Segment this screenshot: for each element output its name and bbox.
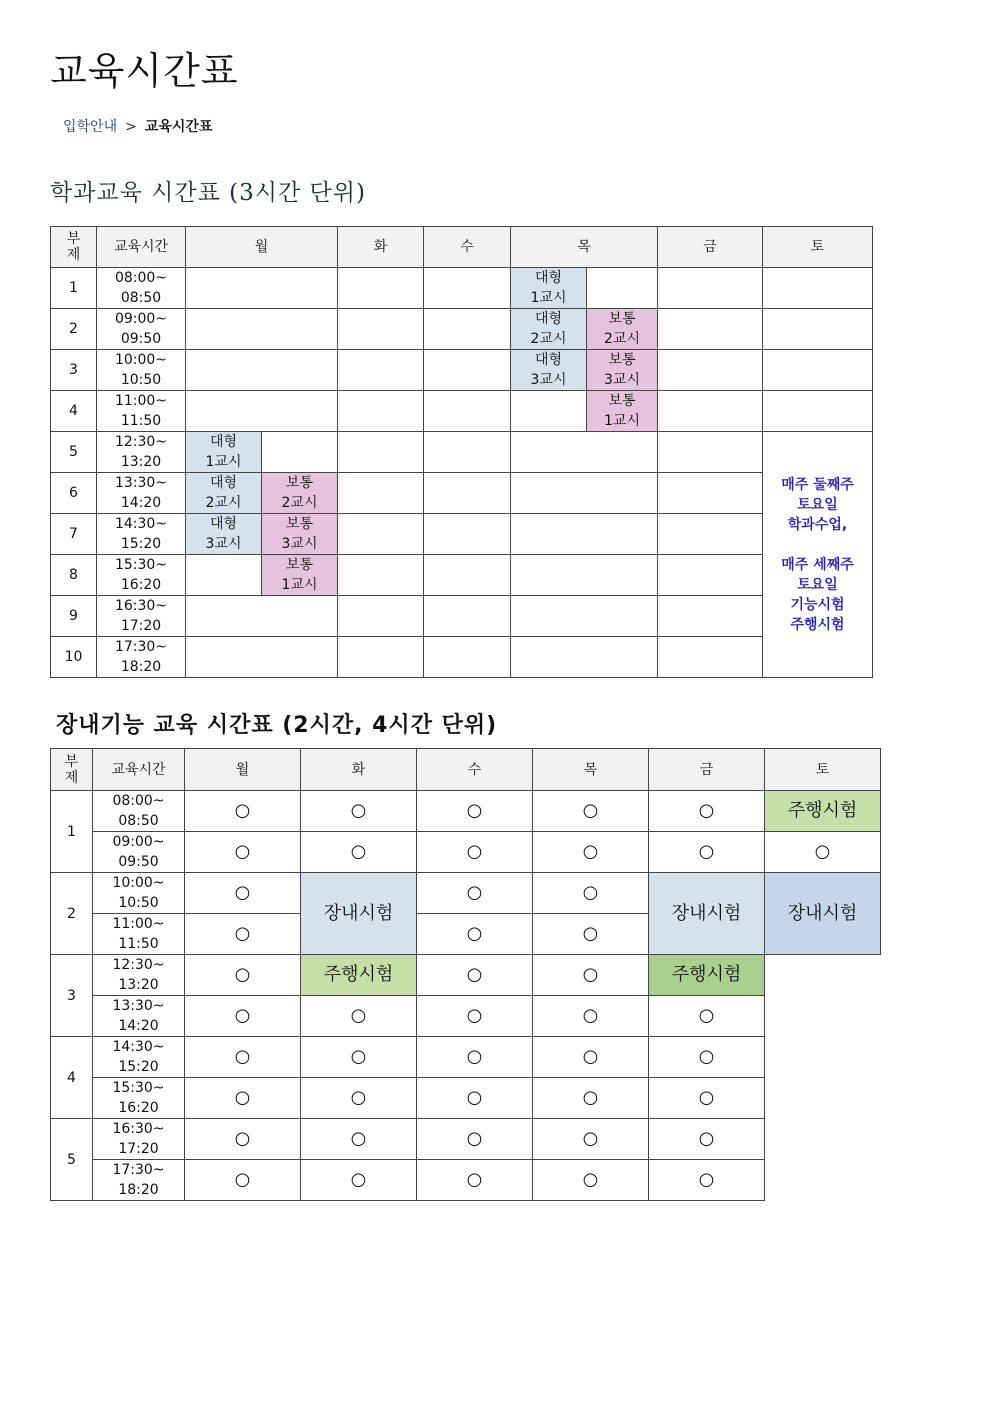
period-number: 2 bbox=[51, 309, 97, 350]
empty-cell bbox=[186, 391, 338, 432]
saturday-note: 매주 둘째주 토요일 학과수업, 매주 세째주 토요일 기능시험 주행시험 bbox=[763, 432, 873, 678]
table-row bbox=[51, 955, 881, 996]
empty-cell bbox=[765, 1078, 881, 1119]
header-mon: 월 bbox=[185, 749, 301, 791]
available-mark: ○ bbox=[649, 832, 765, 873]
empty-cell bbox=[424, 596, 511, 637]
available-mark: ○ bbox=[649, 791, 765, 832]
available-mark: ○ bbox=[417, 1119, 533, 1160]
available-mark: ○ bbox=[533, 1160, 649, 1201]
empty-cell bbox=[338, 268, 424, 309]
available-mark: ○ bbox=[301, 1119, 417, 1160]
period-time: 11:00~ 11:50 bbox=[97, 391, 186, 432]
empty-cell bbox=[424, 432, 511, 473]
class-cell: 보통 1교시 bbox=[587, 391, 658, 432]
empty-cell bbox=[658, 555, 763, 596]
empty-cell bbox=[424, 514, 511, 555]
table-row bbox=[51, 996, 881, 1037]
course-schedule-table bbox=[50, 748, 881, 1201]
available-mark: ○ bbox=[301, 996, 417, 1037]
period-time: 08:00~ 08:50 bbox=[97, 268, 186, 309]
empty-cell bbox=[424, 309, 511, 350]
empty-cell bbox=[424, 637, 511, 678]
lecture-schedule-table bbox=[50, 226, 873, 678]
empty-cell bbox=[338, 473, 424, 514]
course-test-cell: 장내시험 bbox=[301, 873, 417, 955]
empty-cell bbox=[765, 1119, 881, 1160]
empty-cell bbox=[511, 596, 658, 637]
period-number: 4 bbox=[51, 1037, 93, 1119]
table-row bbox=[51, 309, 873, 350]
period-time: 16:30~ 17:20 bbox=[97, 596, 186, 637]
period-time: 13:30~ 14:20 bbox=[97, 473, 186, 514]
period-number: 9 bbox=[51, 596, 97, 637]
available-mark: ○ bbox=[417, 873, 533, 914]
empty-cell bbox=[338, 514, 424, 555]
period-time: 12:30~ 13:20 bbox=[97, 432, 186, 473]
empty-cell bbox=[658, 432, 763, 473]
table-row bbox=[51, 1078, 881, 1119]
table-row bbox=[51, 268, 873, 309]
empty-cell bbox=[658, 268, 763, 309]
breadcrumb-separator: > bbox=[125, 119, 137, 135]
period-number: 2 bbox=[51, 873, 93, 955]
available-mark: ○ bbox=[185, 1037, 301, 1078]
empty-cell bbox=[424, 555, 511, 596]
section-title-course: 장내기능 교육 시간표 (2시간, 4시간 단위) bbox=[56, 713, 498, 738]
period-number: 4 bbox=[51, 391, 97, 432]
header-tue: 화 bbox=[301, 749, 417, 791]
table-header-row bbox=[51, 749, 881, 791]
available-mark: ○ bbox=[301, 1037, 417, 1078]
period-time: 12:30~ 13:20 bbox=[93, 955, 185, 996]
period-time: 16:30~ 17:20 bbox=[93, 1119, 185, 1160]
available-mark: ○ bbox=[649, 996, 765, 1037]
header-thu: 목 bbox=[511, 227, 658, 268]
empty-cell bbox=[765, 1160, 881, 1201]
breadcrumb-current: 교육시간표 bbox=[144, 119, 213, 135]
empty-cell bbox=[763, 268, 873, 309]
period-time: 11:00~ 11:50 bbox=[93, 914, 185, 955]
empty-cell bbox=[511, 555, 658, 596]
available-mark: ○ bbox=[301, 832, 417, 873]
available-mark: ○ bbox=[417, 1078, 533, 1119]
empty-cell bbox=[186, 555, 262, 596]
available-mark: ○ bbox=[185, 1078, 301, 1119]
header-sat: 토 bbox=[765, 749, 881, 791]
class-cell: 보통 3교시 bbox=[262, 514, 338, 555]
empty-cell bbox=[511, 514, 658, 555]
class-cell: 대형 3교시 bbox=[511, 350, 587, 391]
available-mark: ○ bbox=[533, 791, 649, 832]
available-mark: ○ bbox=[417, 914, 533, 955]
header-fri: 금 bbox=[658, 227, 763, 268]
empty-cell bbox=[262, 432, 338, 473]
table-row bbox=[51, 514, 873, 555]
available-mark: ○ bbox=[185, 1119, 301, 1160]
available-mark: ○ bbox=[417, 791, 533, 832]
header-wed: 수 bbox=[424, 227, 511, 268]
available-mark: ○ bbox=[533, 914, 649, 955]
available-mark: ○ bbox=[533, 873, 649, 914]
empty-cell bbox=[511, 391, 587, 432]
empty-cell bbox=[763, 350, 873, 391]
header-mon: 월 bbox=[186, 227, 338, 268]
available-mark: ○ bbox=[301, 1078, 417, 1119]
period-number: 1 bbox=[51, 791, 93, 873]
empty-cell bbox=[658, 391, 763, 432]
empty-cell bbox=[658, 637, 763, 678]
available-mark: ○ bbox=[185, 955, 301, 996]
class-cell: 대형 3교시 bbox=[186, 514, 262, 555]
empty-cell bbox=[658, 350, 763, 391]
period-time: 10:00~ 10:50 bbox=[97, 350, 186, 391]
available-mark: ○ bbox=[533, 1119, 649, 1160]
road-test-cell: 주행시험 bbox=[649, 955, 765, 996]
table-row bbox=[51, 1160, 881, 1201]
header-tue: 화 bbox=[338, 227, 424, 268]
available-mark: ○ bbox=[649, 1078, 765, 1119]
empty-cell bbox=[338, 432, 424, 473]
table-header-row bbox=[51, 227, 873, 268]
period-time: 14:30~ 15:20 bbox=[97, 514, 186, 555]
period-time: 14:30~ 15:20 bbox=[93, 1037, 185, 1078]
header-bu: 부 제 bbox=[51, 227, 97, 268]
table-row bbox=[51, 432, 873, 473]
empty-cell bbox=[424, 473, 511, 514]
available-mark: ○ bbox=[185, 791, 301, 832]
class-cell: 보통 3교시 bbox=[587, 350, 658, 391]
available-mark: ○ bbox=[417, 1037, 533, 1078]
course-test-cell: 장내시험 bbox=[765, 873, 881, 955]
class-cell: 대형 1교시 bbox=[511, 268, 587, 309]
class-cell: 대형 2교시 bbox=[186, 473, 262, 514]
available-mark: ○ bbox=[185, 1160, 301, 1201]
available-mark: ○ bbox=[533, 996, 649, 1037]
empty-cell bbox=[763, 309, 873, 350]
available-mark: ○ bbox=[185, 914, 301, 955]
period-time: 08:00~ 08:50 bbox=[93, 791, 185, 832]
period-number: 8 bbox=[51, 555, 97, 596]
empty-cell bbox=[338, 596, 424, 637]
empty-cell bbox=[186, 309, 338, 350]
road-test-cell: 주행시험 bbox=[765, 791, 881, 832]
empty-cell bbox=[658, 596, 763, 637]
class-cell: 대형 2교시 bbox=[511, 309, 587, 350]
available-mark: ○ bbox=[185, 832, 301, 873]
period-number: 3 bbox=[51, 955, 93, 1037]
table-row bbox=[51, 1119, 881, 1160]
period-time: 17:30~ 18:20 bbox=[93, 1160, 185, 1201]
period-time: 15:30~ 16:20 bbox=[97, 555, 186, 596]
available-mark: ○ bbox=[301, 791, 417, 832]
empty-cell bbox=[186, 268, 338, 309]
available-mark: ○ bbox=[301, 1160, 417, 1201]
table-row bbox=[51, 832, 881, 873]
period-time: 09:00~ 09:50 bbox=[97, 309, 186, 350]
empty-cell bbox=[587, 268, 658, 309]
table-row bbox=[51, 637, 873, 678]
available-mark: ○ bbox=[533, 1078, 649, 1119]
period-time: 17:30~ 18:20 bbox=[97, 637, 186, 678]
available-mark: ○ bbox=[185, 996, 301, 1037]
course-test-cell: 장내시험 bbox=[649, 873, 765, 955]
empty-cell bbox=[338, 391, 424, 432]
table-row bbox=[51, 596, 873, 637]
available-mark: ○ bbox=[417, 955, 533, 996]
empty-cell bbox=[765, 1037, 881, 1078]
road-test-cell: 주행시험 bbox=[301, 955, 417, 996]
empty-cell bbox=[338, 350, 424, 391]
empty-cell bbox=[186, 637, 338, 678]
available-mark: ○ bbox=[533, 955, 649, 996]
empty-cell bbox=[424, 391, 511, 432]
empty-cell bbox=[511, 637, 658, 678]
available-mark: ○ bbox=[185, 873, 301, 914]
period-number: 1 bbox=[51, 268, 97, 309]
breadcrumb-parent-link[interactable]: 입학안내 bbox=[63, 119, 118, 135]
table-row bbox=[51, 1037, 881, 1078]
period-number: 5 bbox=[51, 432, 97, 473]
class-cell: 대형 1교시 bbox=[186, 432, 262, 473]
empty-cell bbox=[765, 955, 881, 996]
table-row bbox=[51, 350, 873, 391]
period-time: 13:30~ 14:20 bbox=[93, 996, 185, 1037]
header-time: 교육시간 bbox=[93, 749, 185, 791]
available-mark: ○ bbox=[765, 832, 881, 873]
class-cell: 보통 2교시 bbox=[262, 473, 338, 514]
header-fri: 금 bbox=[649, 749, 765, 791]
period-time: 10:00~ 10:50 bbox=[93, 873, 185, 914]
empty-cell bbox=[424, 268, 511, 309]
section-title-lecture: 학과교육 시간표 (3시간 단위) bbox=[50, 180, 366, 206]
period-number: 10 bbox=[51, 637, 97, 678]
available-mark: ○ bbox=[533, 1037, 649, 1078]
period-time: 15:30~ 16:20 bbox=[93, 1078, 185, 1119]
period-time: 09:00~ 09:50 bbox=[93, 832, 185, 873]
table-row bbox=[51, 791, 881, 832]
class-cell: 보통 1교시 bbox=[262, 555, 338, 596]
table-row bbox=[51, 873, 881, 914]
header-thu: 목 bbox=[533, 749, 649, 791]
empty-cell bbox=[763, 391, 873, 432]
empty-cell bbox=[424, 350, 511, 391]
page-title: 교육시간표 bbox=[50, 49, 239, 93]
available-mark: ○ bbox=[649, 1160, 765, 1201]
period-number: 3 bbox=[51, 350, 97, 391]
empty-cell bbox=[338, 637, 424, 678]
empty-cell bbox=[511, 473, 658, 514]
table-row bbox=[51, 555, 873, 596]
empty-cell bbox=[338, 309, 424, 350]
empty-cell bbox=[765, 996, 881, 1037]
period-number: 6 bbox=[51, 473, 97, 514]
empty-cell bbox=[658, 514, 763, 555]
empty-cell bbox=[511, 432, 658, 473]
empty-cell bbox=[658, 473, 763, 514]
header-sat: 토 bbox=[763, 227, 873, 268]
available-mark: ○ bbox=[649, 1037, 765, 1078]
table-row bbox=[51, 473, 873, 514]
available-mark: ○ bbox=[417, 996, 533, 1037]
period-number: 5 bbox=[51, 1119, 93, 1201]
class-cell: 보통 2교시 bbox=[587, 309, 658, 350]
empty-cell bbox=[658, 309, 763, 350]
period-number: 7 bbox=[51, 514, 97, 555]
available-mark: ○ bbox=[649, 1119, 765, 1160]
empty-cell bbox=[338, 555, 424, 596]
table-row bbox=[51, 391, 873, 432]
available-mark: ○ bbox=[533, 832, 649, 873]
header-bu: 부 제 bbox=[51, 749, 93, 791]
empty-cell bbox=[186, 596, 338, 637]
breadcrumb bbox=[63, 116, 212, 136]
header-wed: 수 bbox=[417, 749, 533, 791]
available-mark: ○ bbox=[417, 832, 533, 873]
empty-cell bbox=[186, 350, 338, 391]
header-time: 교육시간 bbox=[97, 227, 186, 268]
available-mark: ○ bbox=[417, 1160, 533, 1201]
